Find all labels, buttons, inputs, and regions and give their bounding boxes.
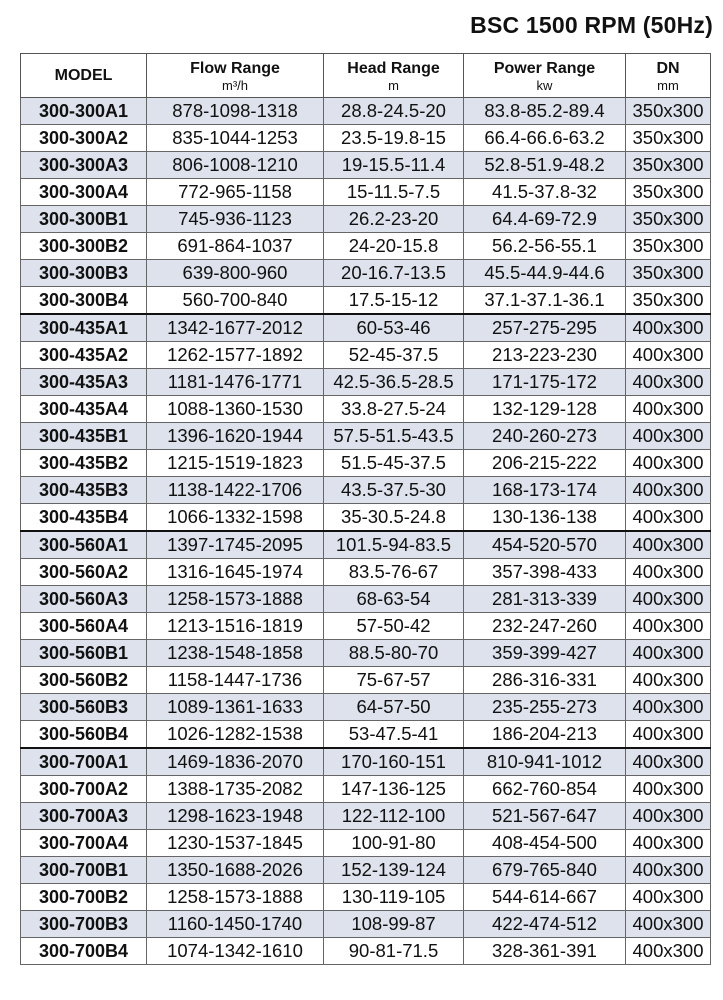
head-range-cell: 57-50-42 [324, 613, 464, 640]
dn-cell: 350x300 [626, 98, 711, 125]
dn-cell: 350x300 [626, 287, 711, 315]
head-range-cell: 43.5-37.5-30 [324, 477, 464, 504]
flow-range-cell: 1397-1745-2095 [147, 531, 324, 559]
table-row [21, 504, 711, 532]
flow-range-cell: 560-700-840 [147, 287, 324, 315]
flow-range-cell: 1074-1342-1610 [147, 938, 324, 965]
flow-range-cell: 1342-1677-2012 [147, 314, 324, 342]
model-cell: 300-700B4 [21, 938, 147, 965]
dn-cell: 400x300 [626, 369, 711, 396]
dn-cell: 400x300 [626, 531, 711, 559]
table-row [21, 938, 711, 965]
flow-range-cell: 835-1044-1253 [147, 125, 324, 152]
power-range-cell: 83.8-85.2-89.4 [464, 98, 626, 125]
table-header-row [21, 54, 711, 98]
spec-table [20, 53, 711, 965]
flow-range-cell: 1213-1516-1819 [147, 613, 324, 640]
header-unit: m³/h [222, 77, 248, 93]
table-row [21, 667, 711, 694]
table-row [21, 287, 711, 315]
model-cell: 300-300B3 [21, 260, 147, 287]
dn-cell: 400x300 [626, 911, 711, 938]
table-row [21, 152, 711, 179]
power-range-cell: 41.5-37.8-32 [464, 179, 626, 206]
flow-range-cell: 1160-1450-1740 [147, 911, 324, 938]
table-row [21, 613, 711, 640]
flow-range-cell: 1088-1360-1530 [147, 396, 324, 423]
model-cell: 300-700B3 [21, 911, 147, 938]
power-range-cell: 171-175-172 [464, 369, 626, 396]
dn-cell: 400x300 [626, 748, 711, 776]
dn-cell: 350x300 [626, 206, 711, 233]
flow-range-cell: 772-965-1158 [147, 179, 324, 206]
head-range-cell: 100-91-80 [324, 830, 464, 857]
power-range-cell: 359-399-427 [464, 640, 626, 667]
power-range-cell: 328-361-391 [464, 938, 626, 965]
head-range-cell: 64-57-50 [324, 694, 464, 721]
head-range-cell: 130-119-105 [324, 884, 464, 911]
model-cell: 300-560B2 [21, 667, 147, 694]
table-row [21, 233, 711, 260]
dn-cell: 400x300 [626, 884, 711, 911]
dn-cell: 400x300 [626, 857, 711, 884]
head-range-cell: 108-99-87 [324, 911, 464, 938]
header-dn [626, 54, 711, 98]
head-range-cell: 170-160-151 [324, 748, 464, 776]
dn-cell: 400x300 [626, 504, 711, 532]
dn-cell: 400x300 [626, 423, 711, 450]
model-cell: 300-700B1 [21, 857, 147, 884]
head-range-cell: 101.5-94-83.5 [324, 531, 464, 559]
head-range-cell: 147-136-125 [324, 776, 464, 803]
dn-cell: 350x300 [626, 152, 711, 179]
power-range-cell: 186-204-213 [464, 721, 626, 749]
dn-cell: 400x300 [626, 667, 711, 694]
head-range-cell: 35-30.5-24.8 [324, 504, 464, 532]
flow-range-cell: 1089-1361-1633 [147, 694, 324, 721]
power-range-cell: 679-765-840 [464, 857, 626, 884]
header-unit: mm [657, 77, 679, 93]
head-range-cell: 26.2-23-20 [324, 206, 464, 233]
head-range-cell: 60-53-46 [324, 314, 464, 342]
table-row [21, 721, 711, 749]
header-label: Power Range [493, 59, 596, 77]
header-label: MODEL [54, 67, 113, 84]
dn-cell: 400x300 [626, 314, 711, 342]
flow-range-cell: 1026-1282-1538 [147, 721, 324, 749]
flow-range-cell: 1258-1573-1888 [147, 884, 324, 911]
model-cell: 300-700A4 [21, 830, 147, 857]
model-cell: 300-560A4 [21, 613, 147, 640]
model-cell: 300-700A3 [21, 803, 147, 830]
power-range-cell: 132-129-128 [464, 396, 626, 423]
model-cell: 300-560B1 [21, 640, 147, 667]
model-cell: 300-300A1 [21, 98, 147, 125]
table-row [21, 369, 711, 396]
power-range-cell: 357-398-433 [464, 559, 626, 586]
model-cell: 300-300B4 [21, 287, 147, 315]
flow-range-cell: 691-864-1037 [147, 233, 324, 260]
dn-cell: 400x300 [626, 396, 711, 423]
model-cell: 300-300A4 [21, 179, 147, 206]
model-cell: 300-560A2 [21, 559, 147, 586]
table-row [21, 179, 711, 206]
header-model [21, 54, 147, 98]
power-range-cell: 257-275-295 [464, 314, 626, 342]
flow-range-cell: 878-1098-1318 [147, 98, 324, 125]
head-range-cell: 53-47.5-41 [324, 721, 464, 749]
power-range-cell: 235-255-273 [464, 694, 626, 721]
table-row [21, 776, 711, 803]
head-range-cell: 51.5-45-37.5 [324, 450, 464, 477]
power-range-cell: 240-260-273 [464, 423, 626, 450]
dn-cell: 400x300 [626, 830, 711, 857]
dn-cell: 400x300 [626, 450, 711, 477]
head-range-cell: 57.5-51.5-43.5 [324, 423, 464, 450]
model-cell: 300-435B4 [21, 504, 147, 532]
dn-cell: 350x300 [626, 260, 711, 287]
power-range-cell: 66.4-66.6-63.2 [464, 125, 626, 152]
head-range-cell: 52-45-37.5 [324, 342, 464, 369]
flow-range-cell: 1262-1577-1892 [147, 342, 324, 369]
flow-range-cell: 1230-1537-1845 [147, 830, 324, 857]
table-row [21, 857, 711, 884]
flow-range-cell: 1469-1836-2070 [147, 748, 324, 776]
power-range-cell: 281-313-339 [464, 586, 626, 613]
model-cell: 300-560A1 [21, 531, 147, 559]
power-range-cell: 662-760-854 [464, 776, 626, 803]
table-row [21, 884, 711, 911]
flow-range-cell: 1215-1519-1823 [147, 450, 324, 477]
power-range-cell: 52.8-51.9-48.2 [464, 152, 626, 179]
flow-range-cell: 1258-1573-1888 [147, 586, 324, 613]
head-range-cell: 17.5-15-12 [324, 287, 464, 315]
table-row [21, 694, 711, 721]
model-cell: 300-700B2 [21, 884, 147, 911]
flow-range-cell: 1396-1620-1944 [147, 423, 324, 450]
table-row [21, 423, 711, 450]
power-range-cell: 810-941-1012 [464, 748, 626, 776]
head-range-cell: 28.8-24.5-20 [324, 98, 464, 125]
flow-range-cell: 806-1008-1210 [147, 152, 324, 179]
model-cell: 300-435B2 [21, 450, 147, 477]
table-row [21, 640, 711, 667]
dn-cell: 400x300 [626, 613, 711, 640]
power-range-cell: 37.1-37.1-36.1 [464, 287, 626, 315]
model-cell: 300-435A4 [21, 396, 147, 423]
power-range-cell: 544-614-667 [464, 884, 626, 911]
header-power-range [464, 54, 626, 98]
power-range-cell: 206-215-222 [464, 450, 626, 477]
model-cell: 300-300B2 [21, 233, 147, 260]
dn-cell: 400x300 [626, 640, 711, 667]
flow-range-cell: 1298-1623-1948 [147, 803, 324, 830]
model-cell: 300-700A1 [21, 748, 147, 776]
flow-range-cell: 745-936-1123 [147, 206, 324, 233]
table-row [21, 911, 711, 938]
flow-range-cell: 1238-1548-1858 [147, 640, 324, 667]
head-range-cell: 20-16.7-13.5 [324, 260, 464, 287]
head-range-cell: 88.5-80-70 [324, 640, 464, 667]
dn-cell: 400x300 [626, 477, 711, 504]
head-range-cell: 90-81-71.5 [324, 938, 464, 965]
table-row [21, 748, 711, 776]
table-row [21, 125, 711, 152]
power-range-cell: 232-247-260 [464, 613, 626, 640]
dn-cell: 400x300 [626, 559, 711, 586]
power-range-cell: 521-567-647 [464, 803, 626, 830]
table-row [21, 830, 711, 857]
header-label: DN [656, 59, 680, 77]
flow-range-cell: 1388-1735-2082 [147, 776, 324, 803]
model-cell: 300-435A1 [21, 314, 147, 342]
model-cell: 300-435B1 [21, 423, 147, 450]
page-title: BSC 1500 RPM (50Hz) [470, 12, 713, 38]
model-cell: 300-300B1 [21, 206, 147, 233]
head-range-cell: 42.5-36.5-28.5 [324, 369, 464, 396]
header-flow-range [147, 54, 324, 98]
header-label: Head Range [347, 59, 440, 77]
power-range-cell: 45.5-44.9-44.6 [464, 260, 626, 287]
head-range-cell: 68-63-54 [324, 586, 464, 613]
model-cell: 300-560A3 [21, 586, 147, 613]
table-row [21, 803, 711, 830]
header-unit: kw [536, 77, 553, 93]
head-range-cell: 122-112-100 [324, 803, 464, 830]
dn-cell: 400x300 [626, 342, 711, 369]
power-range-cell: 454-520-570 [464, 531, 626, 559]
power-range-cell: 408-454-500 [464, 830, 626, 857]
power-range-cell: 422-474-512 [464, 911, 626, 938]
spec-table-body [21, 98, 711, 965]
flow-range-cell: 1181-1476-1771 [147, 369, 324, 396]
flow-range-cell: 1316-1645-1974 [147, 559, 324, 586]
model-cell: 300-560B4 [21, 721, 147, 749]
dn-cell: 350x300 [626, 233, 711, 260]
dn-cell: 350x300 [626, 179, 711, 206]
table-row [21, 206, 711, 233]
dn-cell: 400x300 [626, 586, 711, 613]
model-cell: 300-300A2 [21, 125, 147, 152]
power-range-cell: 168-173-174 [464, 477, 626, 504]
model-cell: 300-700A2 [21, 776, 147, 803]
table-row [21, 396, 711, 423]
table-row [21, 260, 711, 287]
dn-cell: 400x300 [626, 694, 711, 721]
table-row [21, 450, 711, 477]
head-range-cell: 15-11.5-7.5 [324, 179, 464, 206]
head-range-cell: 152-139-124 [324, 857, 464, 884]
model-cell: 300-300A3 [21, 152, 147, 179]
header-head-range [324, 54, 464, 98]
flow-range-cell: 1158-1447-1736 [147, 667, 324, 694]
table-row [21, 477, 711, 504]
power-range-cell: 64.4-69-72.9 [464, 206, 626, 233]
flow-range-cell: 639-800-960 [147, 260, 324, 287]
table-row [21, 531, 711, 559]
model-cell: 300-435A3 [21, 369, 147, 396]
power-range-cell: 213-223-230 [464, 342, 626, 369]
flow-range-cell: 1138-1422-1706 [147, 477, 324, 504]
head-range-cell: 19-15.5-11.4 [324, 152, 464, 179]
dn-cell: 400x300 [626, 721, 711, 749]
model-cell: 300-560B3 [21, 694, 147, 721]
head-range-cell: 24-20-15.8 [324, 233, 464, 260]
table-row [21, 586, 711, 613]
header-label: Flow Range [190, 59, 280, 77]
dn-cell: 400x300 [626, 938, 711, 965]
flow-range-cell: 1350-1688-2026 [147, 857, 324, 884]
head-range-cell: 83.5-76-67 [324, 559, 464, 586]
power-range-cell: 56.2-56-55.1 [464, 233, 626, 260]
header-unit: m [388, 77, 399, 93]
power-range-cell: 286-316-331 [464, 667, 626, 694]
head-range-cell: 23.5-19.8-15 [324, 125, 464, 152]
head-range-cell: 75-67-57 [324, 667, 464, 694]
table-row [21, 559, 711, 586]
table-row [21, 342, 711, 369]
flow-range-cell: 1066-1332-1598 [147, 504, 324, 532]
table-row [21, 314, 711, 342]
model-cell: 300-435A2 [21, 342, 147, 369]
dn-cell: 400x300 [626, 803, 711, 830]
model-cell: 300-435B3 [21, 477, 147, 504]
dn-cell: 350x300 [626, 125, 711, 152]
dn-cell: 400x300 [626, 776, 711, 803]
head-range-cell: 33.8-27.5-24 [324, 396, 464, 423]
table-row [21, 98, 711, 125]
power-range-cell: 130-136-138 [464, 504, 626, 532]
